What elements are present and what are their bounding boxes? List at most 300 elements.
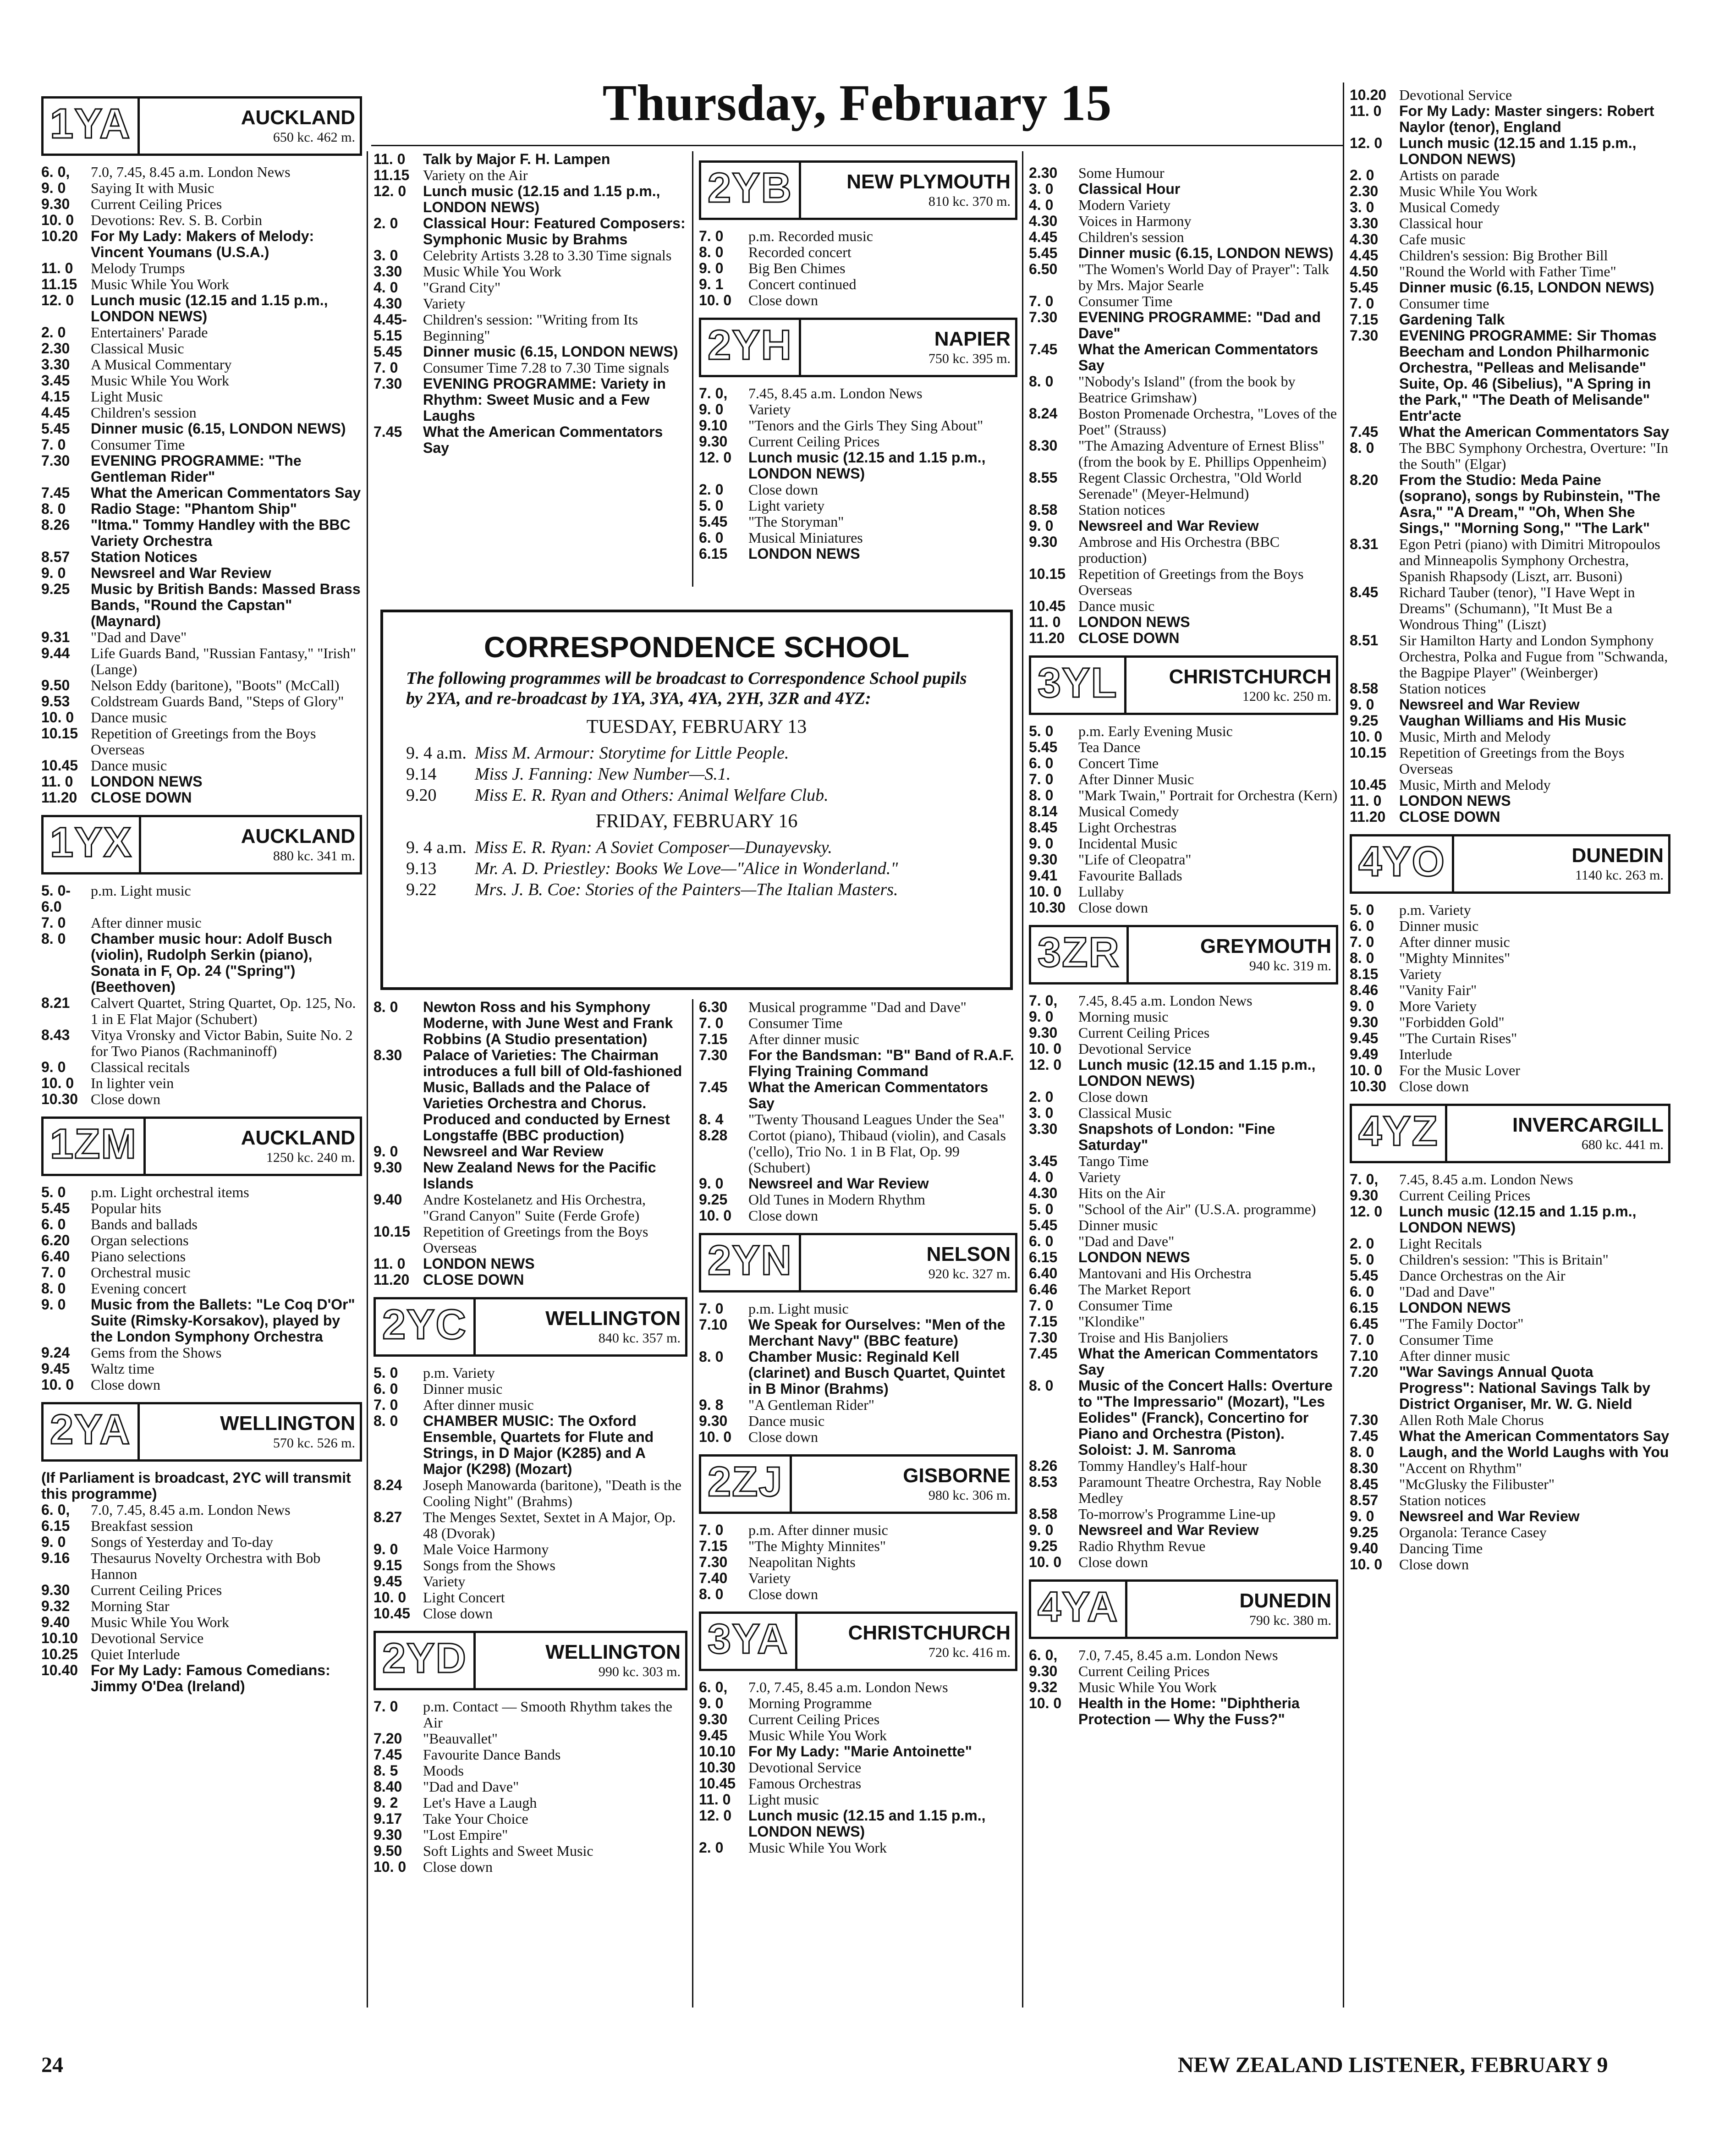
entry-time: 7.45 <box>699 1079 728 1095</box>
schedule-entry <box>699 1840 1017 1856</box>
entry-time: 9. 0 <box>1350 696 1374 713</box>
entry-time: 4.45 <box>1350 247 1379 264</box>
entry-time: 10.45 <box>374 1605 411 1622</box>
entry-programme: Dinner music (6.15, LONDON NEWS) <box>91 420 346 437</box>
schedule-entry <box>1029 1554 1338 1570</box>
schedule-entry <box>1029 438 1338 470</box>
schedule-entry <box>1350 199 1670 215</box>
entry-programme: Songs of Yesterday and To-day <box>91 1534 274 1550</box>
entry-programme: p.m. Early Evening Music <box>1078 723 1233 739</box>
schedule-entry <box>699 1111 1017 1128</box>
entry-time: 10.25 <box>41 1646 78 1662</box>
entry-programme: Neapolitan Nights <box>748 1554 856 1570</box>
schedule-entry <box>1350 1540 1670 1556</box>
entry-programme: Close down <box>1399 1556 1469 1573</box>
entry-programme: Musical Comedy <box>1399 199 1500 215</box>
schedule-entry <box>699 1522 1017 1538</box>
entry-time: 9. 0 <box>1029 517 1054 534</box>
schedule-entry <box>374 424 687 456</box>
schedule-entry <box>1029 1695 1338 1727</box>
entry-programme: Coldstream Guards Band, "Steps of Glory" <box>91 693 344 710</box>
entry-time: 2. 0 <box>699 481 724 498</box>
entry-programme: Artists on parade <box>1399 167 1500 183</box>
schedule-entry <box>1350 1300 1670 1316</box>
entry-programme: Cortot (piano), Thibaud (violin), and Casals ('cello), Trio No. 1 in B Flat, Op. 99 (Schubert) <box>748 1127 1006 1176</box>
schedule-entry <box>41 645 362 677</box>
schedule-entry <box>699 228 1017 244</box>
schedule-entry <box>1029 374 1338 406</box>
entry-time: 6. 0 <box>41 1216 66 1232</box>
entry-programme: Variety <box>748 1570 791 1586</box>
schedule-entry <box>41 260 362 276</box>
entry-programme: "Vanity Fair" <box>1399 982 1477 998</box>
schedule-entry <box>1029 803 1338 820</box>
entry-programme: Sir Hamilton Harty and London Symphony Orchestra, Polka and Fugue from "Schwanda, the Bagpipe Player" (Weinberger) <box>1399 632 1668 681</box>
schedule-entry <box>1350 1316 1670 1332</box>
schedule-entry <box>1029 213 1338 229</box>
entry-time: 6. 0 <box>1350 1283 1374 1300</box>
schedule-entry <box>1029 181 1338 197</box>
schedule-entry <box>41 1232 362 1248</box>
entry-programme: Regent Classic Orchestra, "Old World Serenade" (Meyer-Helmund) <box>1078 469 1302 502</box>
entry-programme: New Zealand News for the Pacific Islands <box>423 1159 656 1192</box>
entry-time: 9.16 <box>41 1550 70 1566</box>
schedule-entry <box>374 999 687 1047</box>
entry-time: 7. 0 <box>699 1015 724 1031</box>
entry-time: 9.25 <box>41 581 70 597</box>
entry-programme: After dinner music <box>1399 1348 1510 1364</box>
entry-programme: "McGlusky the Filibuster" <box>1399 1476 1555 1492</box>
entry-programme: Life Guards Band, "Russian Fantasy," "Irish" (Lange) <box>91 645 356 677</box>
entry-programme: "Dad and Dave" <box>1078 1233 1175 1249</box>
entry-programme: For My Lady: "Marie Antoinette" <box>748 1743 972 1760</box>
schedule-entry <box>699 1413 1017 1429</box>
entry-time: 2.30 <box>1350 183 1379 199</box>
entry-time: 9.30 <box>1029 851 1058 868</box>
entry-programme: Voices in Harmony <box>1078 213 1192 229</box>
entry-programme: What the American Commentators Say <box>1078 341 1318 374</box>
schedule-entry <box>1350 1014 1670 1030</box>
schedule-entry <box>1029 534 1338 566</box>
schedule-entry <box>699 244 1017 260</box>
entry-programme: "Itma." Tommy Handley with the BBC Variety Orchestra <box>91 517 351 549</box>
schedule-entry <box>1350 1236 1670 1252</box>
schedule-entry <box>374 1811 687 1827</box>
schedule-entry <box>41 1216 362 1232</box>
entry-time: 9.30 <box>1029 1663 1058 1679</box>
entry-time: 8.40 <box>374 1778 402 1795</box>
station-frequency: 570 kc. 526 m. <box>273 1436 355 1451</box>
schedule-entry <box>374 1272 687 1288</box>
entry-programme: Music While You Work <box>748 1727 887 1744</box>
entry-time: 8.30 <box>1350 1460 1379 1476</box>
entry-time: 8. 0 <box>41 500 66 517</box>
schedule-entry <box>374 1859 687 1875</box>
entry-time: 9.50 <box>41 677 70 693</box>
entry-time: 10.20 <box>41 228 78 244</box>
entry-time: 6.40 <box>1029 1265 1058 1282</box>
entry-programme: p.m. Variety <box>423 1364 495 1381</box>
entry-time: 6. 0 <box>1029 1233 1054 1249</box>
entry-programme: Musical programme "Dad and Dave" <box>748 999 967 1015</box>
schedule-entry <box>699 450 1017 482</box>
correspondence-title: CORRESPONDENCE SCHOOL <box>483 631 910 664</box>
schedule-entry <box>1350 215 1670 231</box>
schedule-entry <box>699 1760 1017 1776</box>
entry-programme: Joseph Manowarda (baritone), "Death is the Cooling Night" (Brahms) <box>423 1477 681 1509</box>
entry-time: 5.45 <box>1350 1267 1379 1284</box>
schedule-entry <box>1350 1030 1670 1046</box>
column-1 <box>41 87 362 1694</box>
entry-time: 9. 0 <box>41 1534 66 1550</box>
schedule-entry <box>1029 1153 1338 1169</box>
entry-time: 7.10 <box>1350 1348 1379 1364</box>
entry-time: 8.46 <box>1350 982 1379 998</box>
schedule-entry <box>41 1534 362 1550</box>
schedule-entry <box>1350 280 1670 296</box>
entry-time: 7. 0 <box>699 228 724 244</box>
column-divider <box>1022 151 1023 2008</box>
entry-time: 8. 5 <box>374 1762 398 1779</box>
entry-programme: Variety <box>1078 1169 1121 1185</box>
entry-programme: Gems from the Shows <box>91 1344 222 1361</box>
entry-programme: Saying It with Music <box>91 180 214 196</box>
schedule-entry <box>41 1646 362 1662</box>
schedule-entry <box>1029 165 1338 181</box>
entry-programme: What the American Commentators Say <box>423 424 663 456</box>
entry-time: 8. 0 <box>1029 1377 1054 1394</box>
schedule-entry <box>1029 1282 1338 1298</box>
entry-time: 3. 0 <box>1350 199 1374 215</box>
schedule-2yn <box>699 1301 1017 1445</box>
entry-time: 9.32 <box>1029 1679 1058 1695</box>
entry-time: 10.15 <box>374 1223 411 1240</box>
schedule-entry <box>374 1509 687 1541</box>
entry-programme: Close down <box>1399 1078 1469 1094</box>
entry-time: 8.58 <box>1350 680 1379 697</box>
entry-programme: Current Ceiling Prices <box>91 1582 222 1598</box>
entry-time: 11. 0 <box>1350 103 1382 119</box>
entry-time: 8.15 <box>1350 966 1379 982</box>
schedule-entry <box>41 1248 362 1265</box>
entry-time: 11. 0 <box>41 773 73 790</box>
station-header-2yb <box>699 160 1017 220</box>
entry-time: 7. 0 <box>374 359 398 376</box>
call-sign: 2YD <box>376 1633 476 1688</box>
entry-time: 8.24 <box>374 1477 402 1493</box>
entry-programme: Dance music <box>748 1413 825 1429</box>
schedule-entry <box>1350 950 1670 966</box>
entry-time: 11. 0 <box>374 1255 406 1272</box>
schedule-entry <box>1350 167 1670 183</box>
schedule-entry <box>374 1747 687 1763</box>
entry-programme: From the Studio: Meda Paine (soprano), songs by Rubinstein, "The Asra," "A Dream," "Oh, When She Sings," "Morning Song," "The Lark" <box>1399 472 1660 536</box>
entry-time: 4.30 <box>1350 231 1379 248</box>
entry-time: 7.40 <box>699 1570 728 1586</box>
entry-programme: Radio Stage: "Phantom Ship" <box>91 500 297 517</box>
entry-time: 9.25 <box>699 1191 728 1208</box>
schedule-entry <box>374 264 687 280</box>
entry-time: 5. 0 <box>699 497 724 514</box>
station-city: GISBORNE <box>903 1464 1011 1487</box>
station-city: WELLINGTON <box>220 1412 355 1435</box>
schedule-entry <box>1029 614 1338 630</box>
entry-time: 6. 0, <box>41 1502 70 1518</box>
entry-programme: Nelson Eddy (baritone), "Boots" (McCall) <box>91 677 340 693</box>
entry-time: 4.30 <box>374 295 402 312</box>
entry-time: 9.32 <box>41 1598 70 1614</box>
entry-time: 8. 0 <box>374 999 398 1015</box>
entry-programme: After dinner music <box>91 914 202 931</box>
schedule-entry <box>699 1079 1017 1111</box>
entry-programme: Egon Petri (piano) with Dimitri Mitropoulos and Minneapolis Symphony Orchestra, Spanish Rhapsody (Liszt, arr. Busoni) <box>1399 536 1660 584</box>
entry-programme: CHAMBER MUSIC: The Oxford Ensemble, Quartets for Flute and Strings, in D Major (K285) and A Major (K298) (Mozart) <box>423 1413 654 1477</box>
entry-programme: Music of the Concert Halls: Overture to "The Impressario" (Mozart), "Les Eolides" (Franck), Concertino for Piano and Orchestra (Piston). Soloist: J. M. Sanroma <box>1078 1377 1333 1458</box>
entry-time: 7. 0, <box>1350 1171 1379 1188</box>
entry-programme: Classical Hour: Featured Composers: Symphonic Music by Brahms <box>423 215 686 248</box>
entry-time: 9.40 <box>41 1614 70 1630</box>
schedule-3yl <box>1029 723 1338 916</box>
entry-time: 8. 0 <box>1029 787 1054 803</box>
schedule-entry <box>41 995 362 1027</box>
schedule-entry <box>699 1727 1017 1744</box>
schedule-entry <box>374 1590 687 1606</box>
entry-programme: Close down <box>1078 1554 1148 1570</box>
entry-programme: Consumer Time <box>1078 293 1173 309</box>
entry-time: 7.30 <box>1350 327 1379 344</box>
schedule-entry <box>1029 755 1338 771</box>
lesson-row: 9. 4 a.m. Miss M. Armour: Storytime for Little People. <box>406 743 789 763</box>
entry-programme: Music, Mirth and Melody <box>1399 776 1551 793</box>
entry-programme: "Nobody's Island" (from the book by Beatrice Grimshaw) <box>1078 373 1296 406</box>
entry-time: 9.24 <box>41 1344 70 1361</box>
schedule-entry <box>374 1779 687 1795</box>
schedule-entry <box>1029 502 1338 518</box>
entry-programme: Music While You Work <box>748 1839 887 1856</box>
entry-programme: "Tenors and the Girls They Sing About" <box>748 417 983 434</box>
entry-programme: Dinner music <box>1078 1217 1158 1233</box>
entry-time: 9.44 <box>41 645 70 661</box>
entry-programme: Light Music <box>91 388 163 405</box>
correspondence-school-box <box>380 610 1013 990</box>
entry-programme: Close down <box>748 1586 818 1602</box>
entry-time: 8. 0 <box>1350 440 1374 456</box>
entry-programme: CLOSE DOWN <box>1399 808 1500 825</box>
entry-time: 9.25 <box>1029 1538 1058 1554</box>
station-city: NEW PLYMOUTH <box>846 170 1011 193</box>
schedule-entry <box>1029 1169 1338 1185</box>
schedule-entry <box>41 1281 362 1297</box>
masthead-rule <box>371 145 1343 146</box>
entry-programme: "The Curtain Rises" <box>1399 1030 1517 1046</box>
schedule-entry <box>1029 1298 1338 1314</box>
entry-time: 11.20 <box>1029 630 1065 646</box>
schedule-entry <box>699 1397 1017 1413</box>
entry-programme: LONDON NEWS <box>1399 792 1511 809</box>
schedule-entry <box>1029 836 1338 852</box>
entry-time: 9.30 <box>374 1159 402 1176</box>
entry-programme: Dinner music (6.15, LONDON NEWS) <box>1078 245 1334 261</box>
entry-time: 2. 0 <box>1350 167 1374 183</box>
entry-time: 8.24 <box>1029 405 1058 422</box>
entry-programme: Dinner music <box>423 1380 503 1397</box>
schedule-entry <box>41 549 362 565</box>
schedule-entry <box>41 276 362 292</box>
entry-programme: Morning Programme <box>748 1695 872 1711</box>
schedule-entry <box>699 402 1017 418</box>
schedule-entry <box>1029 197 1338 213</box>
entry-time: 3. 0 <box>1029 1105 1054 1121</box>
schedule-entry <box>1029 1346 1338 1378</box>
lesson-row: 9.14 Miss J. Fanning: New Number—S.1. <box>406 764 731 784</box>
entry-time: 8. 0 <box>41 930 66 947</box>
schedule-4ya <box>1029 1647 1338 1727</box>
entry-time: 2. 0 <box>699 1839 724 1856</box>
entry-programme: Classical hour <box>1399 215 1483 231</box>
entry-programme: Radio Rhythm Revue <box>1078 1538 1206 1554</box>
lesson-row: 9. 4 a.m. Miss E. R. Ryan: A Soviet Composer—Dunayevsky. <box>406 838 832 857</box>
station-frequency: 1250 kc. 240 m. <box>266 1150 355 1165</box>
entry-time: 8. 0 <box>1350 1444 1374 1460</box>
entry-time: 5.45 <box>1350 279 1379 296</box>
entry-time: 9. 0 <box>1350 998 1374 1014</box>
entry-programme: Station notices <box>1399 1492 1486 1508</box>
entry-programme: Dance Orchestras on the Air <box>1399 1267 1566 1284</box>
entry-time: 10.45 <box>1350 776 1387 793</box>
entry-programme: Piano selections <box>91 1248 186 1265</box>
entry-programme: "Twenty Thousand Leagues Under the Sea" <box>748 1111 1005 1128</box>
station-frequency: 1200 kc. 250 m. <box>1242 689 1331 704</box>
entry-time: 10.15 <box>41 725 78 742</box>
station-frequency: 880 kc. 341 m. <box>273 848 355 864</box>
entry-programme: "War Savings Annual Quota Progress": National Savings Talk by District Organiser, Mr. W. G. Nield <box>1399 1364 1651 1412</box>
schedule-entry <box>41 180 362 196</box>
schedule-entry <box>41 1059 362 1075</box>
schedule-entry <box>1350 1476 1670 1492</box>
entry-programme: Cafe music <box>1399 231 1466 248</box>
station-city: NAPIER <box>934 328 1011 350</box>
entry-programme: 7.0, 7.45, 8.45 a.m. London News <box>91 1502 291 1518</box>
schedule-entry <box>41 581 362 629</box>
entry-programme: Devotional Service <box>1078 1040 1192 1057</box>
schedule-entry <box>1350 1252 1670 1268</box>
entry-time: 9.45 <box>374 1573 402 1590</box>
entry-time: 9. 0 <box>41 565 66 581</box>
schedule-entry <box>41 710 362 726</box>
entry-time: 3. 0 <box>374 247 398 264</box>
schedule-entry <box>1350 1204 1670 1236</box>
entry-programme: Music While You Work <box>91 1614 230 1630</box>
schedule-entry <box>699 1679 1017 1695</box>
schedule-entry <box>1029 309 1338 341</box>
entry-time: 9. 0 <box>1029 1522 1054 1538</box>
schedule-entry <box>699 1538 1017 1554</box>
schedule-entry <box>41 196 362 212</box>
entry-time: 6.40 <box>41 1248 70 1265</box>
entry-programme: Close down <box>1078 1089 1148 1105</box>
schedule-entry <box>1350 472 1670 536</box>
schedule-entry <box>1029 1663 1338 1679</box>
entry-time: 11. 0 <box>699 1791 731 1808</box>
schedule-entry <box>699 1208 1017 1224</box>
entry-programme: "The Mighty Minnites" <box>748 1538 886 1554</box>
entry-time: 8. 0 <box>374 1413 398 1429</box>
entry-programme: Favourite Ballads <box>1078 867 1182 884</box>
entry-time: 8.14 <box>1029 803 1058 820</box>
schedule-entry <box>699 292 1017 308</box>
schedule-entry <box>41 1614 362 1630</box>
entry-time: 6.15 <box>1350 1299 1379 1316</box>
schedule-entry <box>1029 566 1338 598</box>
entry-programme: LONDON NEWS <box>423 1255 535 1272</box>
schedule-entry <box>1350 934 1670 950</box>
entry-time: 10.40 <box>41 1662 78 1678</box>
entry-time: 9. 0 <box>699 401 724 418</box>
day-heading: TUESDAY, FEBRUARY 13 <box>586 716 807 737</box>
entry-programme: What the American Commentators Say <box>91 484 361 501</box>
entry-time: 5.45 <box>1029 245 1058 261</box>
station-header-2ya <box>41 1402 362 1462</box>
schedule-entry <box>1350 424 1670 440</box>
call-sign: 2YC <box>376 1299 476 1354</box>
entry-time: 11.20 <box>41 789 77 806</box>
entry-programme: Paramount Theatre Orchestra, Ray Noble Medley <box>1078 1474 1321 1506</box>
schedule-2ya-evening <box>374 999 687 1288</box>
schedule-entry <box>1350 632 1670 681</box>
schedule-entry <box>1350 103 1670 135</box>
schedule-1yx <box>41 883 362 1107</box>
entry-programme: Variety <box>1399 966 1442 982</box>
schedule-3ya <box>699 1679 1017 1856</box>
entry-time: 2.30 <box>1029 165 1058 181</box>
entry-programme: Lunch music (12.15 and 1.15 p.m., LONDON NEWS) <box>748 1807 986 1840</box>
entry-time: 3.30 <box>374 263 402 280</box>
entry-time: 7. 0, <box>1029 992 1058 1009</box>
entry-time: 12. 0 <box>1029 1056 1062 1073</box>
entry-programme: Children's session <box>1078 229 1184 245</box>
entry-programme: Newton Ross and his Symphony Moderne, with June West and Frank Robbins (A Studio presentation) <box>423 999 673 1047</box>
entry-programme: Music While You Work <box>1078 1679 1217 1695</box>
entry-programme: Station notices <box>1399 680 1486 697</box>
schedule-entry <box>1350 312 1670 328</box>
entry-programme: 7.0, 7.45, 8.45 a.m. London News <box>91 164 291 180</box>
entry-time: 3. 0 <box>1029 181 1054 197</box>
entry-programme: Light Concert <box>423 1589 505 1606</box>
station-frequency: 750 kc. 395 m. <box>928 351 1011 366</box>
schedule-entry <box>1029 1538 1338 1554</box>
entry-time: 9.30 <box>374 1826 402 1843</box>
entry-programme: Lunch music (12.15 and 1.15 p.m., LONDON NEWS) <box>1078 1056 1316 1089</box>
entry-programme: Devotional Service <box>91 1630 204 1646</box>
entry-programme: Thesaurus Novelty Orchestra with Bob Hannon <box>91 1550 321 1582</box>
entry-time: 5. 0 <box>1350 902 1374 918</box>
schedule-entry <box>374 1397 687 1413</box>
schedule-entry <box>1029 1378 1338 1458</box>
entry-time: 11. 0 <box>41 260 73 276</box>
schedule-entry <box>1350 1460 1670 1476</box>
schedule-entry <box>1029 293 1338 309</box>
entry-time: 7. 0 <box>1350 1331 1374 1348</box>
entry-programme: Music, Mirth and Melody <box>1399 728 1551 745</box>
entry-time: 9. 0 <box>374 1143 398 1160</box>
entry-time: 12. 0 <box>1350 1203 1383 1220</box>
entry-programme: "Accent on Rhythm" <box>1399 1460 1522 1476</box>
column-3-top <box>699 156 1017 562</box>
entry-time: 9.41 <box>1029 867 1058 884</box>
page-title: Thursday, February 15 <box>602 75 1112 132</box>
entry-programme: Classical Music <box>1078 1105 1172 1121</box>
entry-programme: The BBC Symphony Orchestra, Overture: "In the South" (Elgar) <box>1399 440 1669 472</box>
